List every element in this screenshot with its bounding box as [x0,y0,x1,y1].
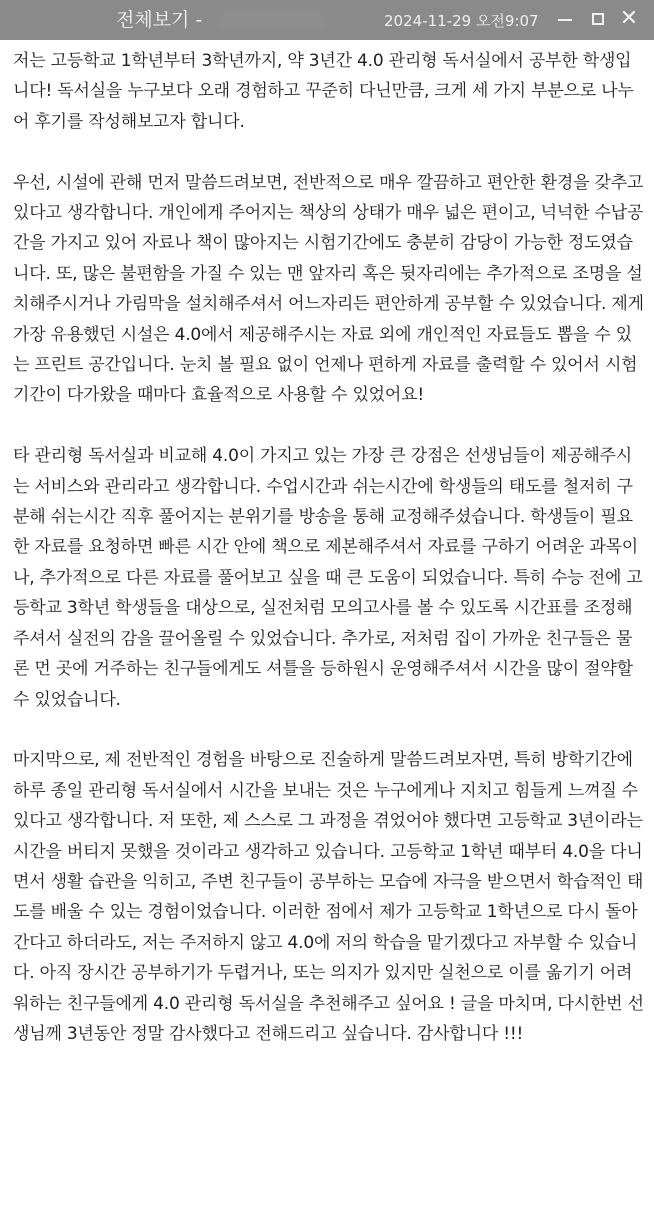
document-content [13,46,645,1049]
minimize-icon [558,19,572,21]
maximize-button[interactable] [585,6,611,32]
close-icon: ✕ [619,6,639,31]
blurred-title-region [218,10,326,28]
paragraph-facilities: 우선, 시설에 관해 먼저 말씀드려보면, 전반적으로 매우 깔끔하고 편안한 환경을 갖추고 있다고 생각합니다. 개인에게 주어지는 책상의 상태가 매우 넓은 편이고, 넉넉한 수납공간을 가지고 있어 자료나 책이 많아지는 시험기간에도 충분히 감당이 가능한 정도였습니다. 또, 많은 불편함을 가질 수 있는 맨 앞자리 혹은 뒷자리에는 추가적으로 조명을 설치해주시거나 가림막을 설치해주셔서 어느자리든 편안하게 공부할 수 있었습니다. 제게 가장 유용했던 시설은 4.0에서 제공해주시는 자료 외에 개인적인 자료들도 뽑을 수 있는 프린트 공간입니다. 눈치 볼 필요 없이 언제나 편하게 자료를 출력할 수 있어서 시험기간이 다가왔을 때마다 효율적으로 사용할 수 있었어요! [13,172,644,406]
paragraph-conclusion: 마지막으로, 제 전반적인 경험을 바탕으로 진술하게 말씀드려보자면, 특히 방학기간에 하루 종일 관리형 독서실에서 시간을 보내는 것은 누구에게나 지치고 힘들게 느껴질 수 있다고 생각합니다. 저 또한, 제 스스로 그 과정을 겪었어야 했다면 고등학교 3년이라는 시간을 버티지 못했을 것이라고 생각하고 있습니다. 고등학교 1학년 때부터 4.0을 다니면서 생활 습관을 익히고, 주변 친구들이 공부하는 모습에 자극을 받으면서 학습적인 태도를 배울 수 있는 경험이었습니다. 이러한 점에서 제가 고등학교 1학년으로 다시 돌아간다고 하더라도, 저는 주저하지 않고 4.0에 저의 학습을 맡기겠다고 자부할 수 있습니다. 아직 장시간 공부하기가 두렵거나, 또는 의지가 있지만 실천으로 이를 옮기기 어려워하는 친구들에게 4.0 관리형 독서실을 추천해주고 싶어요 ! 글을 마치며, 다시한번 선생님께 3년동안 정말 감사했다고 전해드리고 싶습니다. 감사합니다 !!! [13,750,644,1044]
title-bar[interactable] [0,0,654,40]
window-title: 전체보기 - [116,9,203,31]
minimize-button[interactable] [552,6,578,32]
maximize-icon [592,13,604,25]
close-button[interactable] [616,6,642,32]
window-datetime: 2024-11-29 오전9:07 [384,12,539,30]
paragraph-intro: 저는 고등학교 1학년부터 3학년까지, 약 3년간 4.0 관리형 독서실에서 공부한 학생입니다! 독서실을 누구보다 오래 경험하고 꾸준히 다닌만큼, 크게 세 가지 부분으로 나누어 후기를 작성해보고자 합니다. [13,51,634,132]
paragraph-management: 타 관리형 독서실과 비교해 4.0이 가지고 있는 가장 큰 강점은 선생님들이 제공해주시는 서비스와 관리라고 생각합니다. 수업시간과 쉬는시간에 학생들의 태도를 철저히 구분해 쉬는시간 직후 풀어지는 분위기를 방송을 통해 교정해주셨습니다. 학생들이 필요한 자료를 요청하면 빠른 시간 안에 책으로 제본해주셔서 자료를 구하기 어려운 과목이나, 추가적으로 다른 자료를 풀어보고 싶을 때 큰 도움이 되었습니다. 특히 수능 전에 고등학교 3학년 학생들을 대상으로, 실전처럼 모의고사를 볼 수 있도록 시간표를 조정해주셔서 실전의 감을 끌어올릴 수 있었습니다. 추가로, 저처럼 집이 가까운 친구들은 물론 먼 곳에 거주하는 친구들에게도 셔틀을 등하원시 운영해주셔서 시간을 많이 절약할 수 있었습니다. [13,446,643,710]
